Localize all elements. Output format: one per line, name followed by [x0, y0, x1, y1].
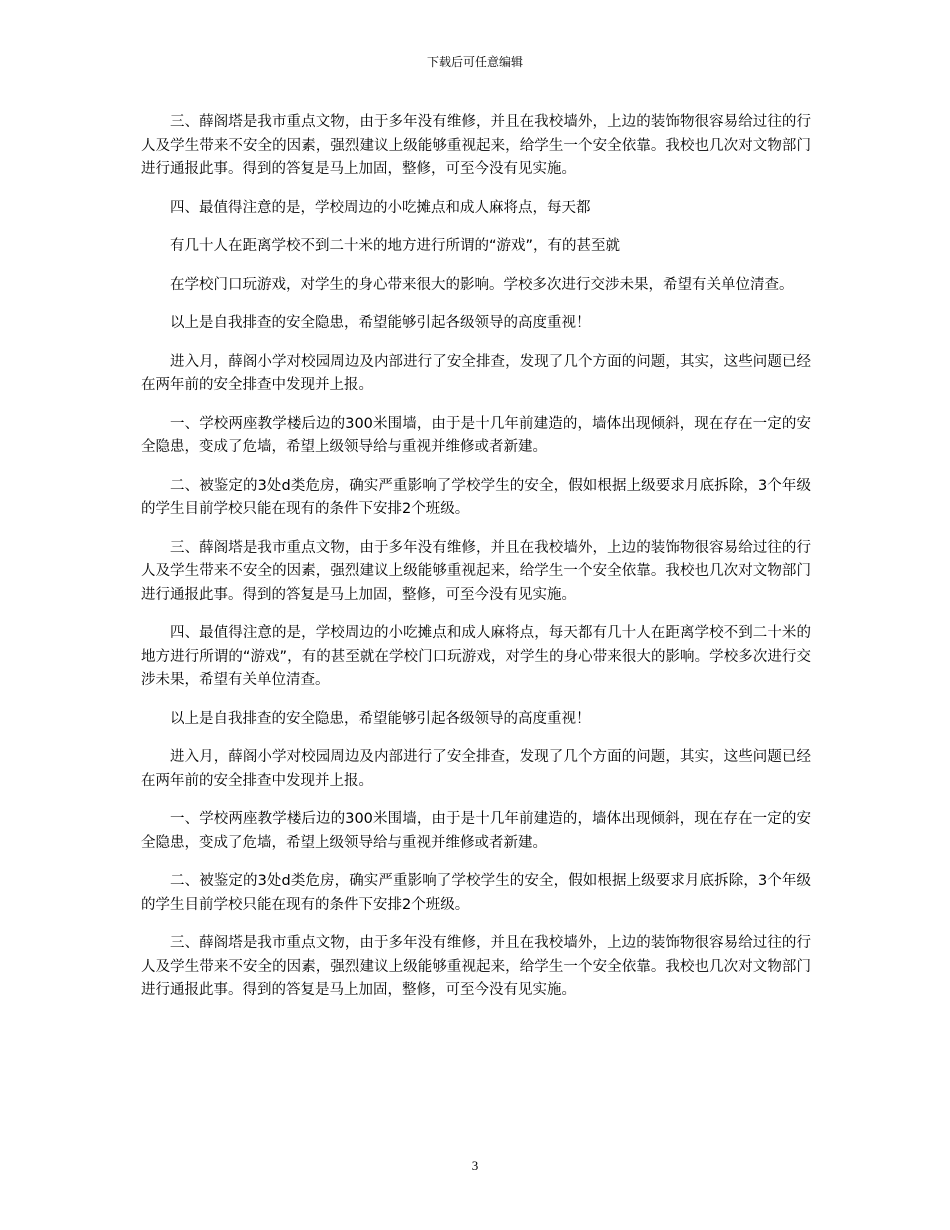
paragraph: 以上是自我排查的安全隐患，希望能够引起各级领导的高度重视！ [170, 710, 591, 727]
paragraph: 三、薛阁塔是我市重点文物，由于多年没有维修，并且在我校墙外，上边的装饰物很容易给过往的行人及学生带来不安全的因素，强烈建议上级能够重视起来，给学生一个安全依靠。我校也几次对文物部门进行通报此事。得到的答复是马上加固，整修，可至今没有见实施。 [141, 114, 811, 177]
paragraph: 进入月，薛阁小学对校园周边及内部进行了安全排查，发现了几个方面的问题，其实，这些问题已经在两年前的安全排查中发现并上报。 [141, 353, 811, 393]
paragraph: 二、被鉴定的3处d类危房，确实严重影响了学校学生的安全，假如根据上级要求月底拆除，3个年级的学生目前学校只能在现有的条件下安排2个班级。 [141, 873, 811, 913]
paragraph: 一、学校两座教学楼后边的300米围墙，由于是十几年前建造的，墙体出现倾斜，现在存在一定的安全隐患，变成了危墙，希望上级领导给与重视并维修或者新建。 [141, 415, 811, 455]
paragraph: 一、学校两座教学楼后边的300米围墙，由于是十几年前建造的，墙体出现倾斜，现在存在一定的安全隐患，变成了危墙，希望上级领导给与重视并维修或者新建。 [141, 811, 811, 851]
paragraph: 三、薛阁塔是我市重点文物，由于多年没有维修，并且在我校墙外，上边的装饰物很容易给过往的行人及学生带来不安全的因素，强烈建议上级能够重视起来，给学生一个安全依靠。我校也几次对文物部门进行通报此事。得到的答复是马上加固，整修，可至今没有见实施。 [141, 539, 811, 603]
paragraph: 四、最值得注意的是，学校周边的小吃摊点和成人麻将点，每天都有几十人在距离学校不到二十米的地方进行所谓的“游戏”，有的甚至就在学校门口玩游戏，对学生的身心带来很大的影响。学校多次进行交涉未果，希望有关单位清查。 [141, 625, 811, 688]
page-number: 3 [471, 1158, 479, 1173]
paragraph: 三、薛阁塔是我市重点文物，由于多年没有维修，并且在我校墙外，上边的装饰物很容易给过往的行人及学生带来不安全的因素，强烈建议上级能够重视起来，给学生一个安全依靠。我校也几次对文物部门进行通报此事。得到的答复是马上加固，整修，可至今没有见实施。 [141, 935, 811, 998]
document-body [141, 111, 811, 1018]
paragraph: 二、被鉴定的3处d类危房，确实严重影响了学校学生的安全，假如根据上级要求月底拆除，3个年级的学生目前学校只能在现有的条件下安排2个班级。 [141, 477, 811, 517]
paragraph: 进入月，薛阁小学对校园周边及内部进行了安全排查，发现了几个方面的问题，其实，这些问题已经在两年前的安全排查中发现并上报。 [141, 749, 811, 789]
paragraph: 四、最值得注意的是，学校周边的小吃摊点和成人麻将点，每天都 [170, 199, 591, 216]
paragraph: 在学校门口玩游戏，对学生的身心带来很大的影响。学校多次进行交涉未果，希望有关单位清查。 [170, 276, 794, 293]
paragraph: 以上是自我排查的安全隐患，希望能够引起各级领导的高度重视！ [170, 315, 591, 331]
page-header: 下载后可任意编辑 [426, 55, 523, 69]
paragraph: 有几十人在距离学校不到二十米的地方进行所谓的“游戏”，有的甚至就 [170, 238, 621, 254]
